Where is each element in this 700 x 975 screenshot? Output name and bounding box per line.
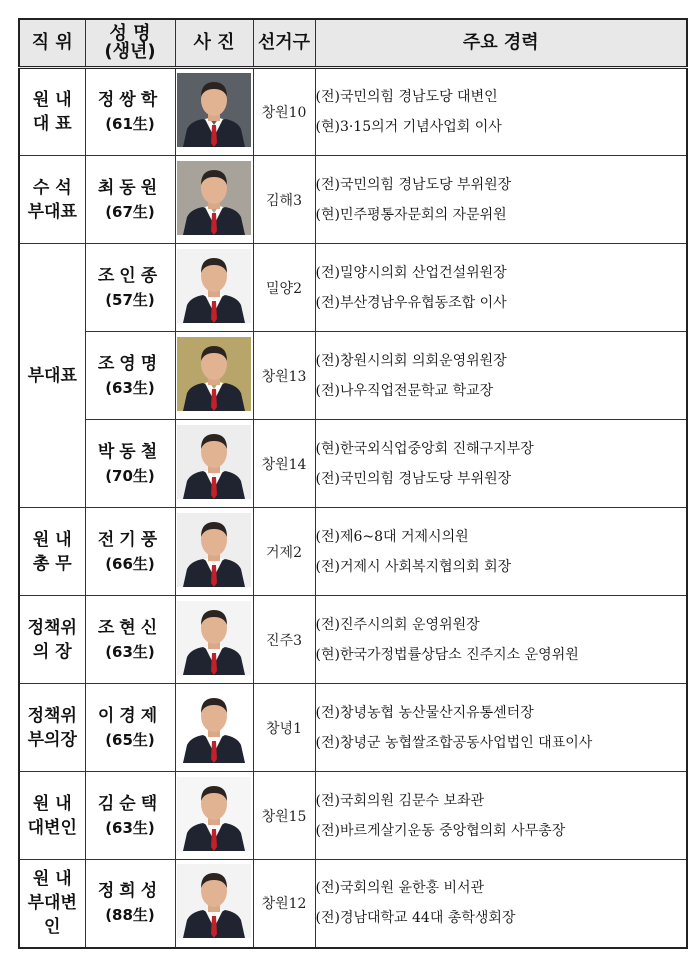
member-row — [19, 332, 687, 420]
member-photo — [177, 513, 251, 587]
member-photo — [177, 864, 251, 938]
name-cell — [85, 508, 175, 596]
district-cell: 김해3 — [253, 156, 315, 244]
career-item: (전)국민의힘 경남도당 부위원장 — [315, 470, 512, 487]
member-birth-year: (57生) — [105, 290, 155, 309]
member-birth-year: (63生) — [105, 378, 155, 397]
photo-cell — [175, 156, 253, 244]
member-row — [19, 156, 687, 244]
position-cell: 정책위 의 장 — [19, 596, 85, 684]
member-birth-year: (70生) — [105, 466, 155, 485]
name-cell — [85, 420, 175, 508]
member-photo — [177, 337, 251, 411]
career-cell — [315, 332, 687, 420]
career-item: (현)민주평통자문회의 자문위원 — [315, 206, 507, 223]
district-cell: 창원15 — [253, 772, 315, 860]
career-item: (현)한국외식업중앙회 진해구지부장 — [315, 440, 534, 457]
member-row — [19, 596, 687, 684]
member-birth-year: (65生) — [105, 730, 155, 749]
member-photo — [177, 425, 251, 499]
district-cell: 창원10 — [253, 68, 315, 156]
member-name: 김순택 — [97, 793, 163, 814]
name-cell — [85, 596, 175, 684]
career-cell — [315, 156, 687, 244]
career-item: (전)국회의원 김문수 보좌관 — [315, 792, 485, 809]
position-cell: 원 내 총 무 — [19, 508, 85, 596]
career-cell — [315, 68, 687, 156]
career-item: (전)바르게살기운동 중앙협의회 사무총장 — [315, 822, 566, 839]
district-cell: 진주3 — [253, 596, 315, 684]
career-item: (전)창녕농협 농산물산지유통센터장 — [315, 704, 534, 721]
roster-table — [18, 18, 688, 949]
member-name: 최동원 — [97, 177, 163, 198]
position-cell: 부대표 — [19, 244, 85, 508]
header-name-label: 성 명 — [109, 23, 151, 44]
header-photo: 사 진 — [175, 19, 253, 68]
career-item: (전)진주시의회 운영위원장 — [315, 616, 480, 633]
district-cell: 밀양2 — [253, 244, 315, 332]
position-cell: 정책위 부의장 — [19, 684, 85, 772]
career-item: (전)경남대학교 44대 총학생회장 — [315, 910, 516, 927]
header-district: 선거구 — [253, 19, 315, 68]
district-cell: 창녕1 — [253, 684, 315, 772]
photo-cell — [175, 332, 253, 420]
member-photo — [177, 777, 251, 851]
name-cell — [85, 332, 175, 420]
member-photo — [177, 601, 251, 675]
career-item: (전)국민의힘 경남도당 부위원장 — [315, 176, 512, 193]
career-cell — [315, 420, 687, 508]
career-cell — [315, 244, 687, 332]
member-birth-year: (67生) — [105, 202, 155, 221]
career-item: (전)창원시의회 의회운영위원장 — [315, 352, 507, 369]
header-career: 주요 경력 — [315, 19, 687, 68]
member-birth-year: (63生) — [105, 642, 155, 661]
career-item: (전)국회의원 윤한홍 비서관 — [315, 880, 485, 897]
photo-cell — [175, 244, 253, 332]
member-name: 이경제 — [97, 705, 163, 726]
career-item: (전)창녕군 농협쌀조합공동사업법인 대표이사 — [315, 734, 593, 751]
position-cell: 원 내 대 표 — [19, 68, 85, 156]
name-cell — [85, 860, 175, 948]
header-name — [85, 19, 175, 68]
photo-cell — [175, 772, 253, 860]
member-row — [19, 244, 687, 332]
member-birth-year: (88生) — [105, 906, 155, 925]
header-birth-label: (생년) — [104, 41, 156, 62]
member-row — [19, 420, 687, 508]
career-item: (현)한국가정법률상담소 진주지소 운영위원 — [315, 646, 579, 663]
position-cell: 원 내 부대변인 — [19, 860, 85, 948]
member-row — [19, 684, 687, 772]
member-name: 조인종 — [97, 265, 163, 286]
member-name: 조영명 — [97, 353, 163, 374]
member-name: 조현신 — [97, 617, 163, 638]
member-birth-year: (61生) — [105, 115, 155, 133]
name-cell — [85, 156, 175, 244]
career-cell — [315, 596, 687, 684]
name-cell — [85, 244, 175, 332]
member-birth-year: (63生) — [105, 818, 155, 837]
career-item: (현)3·15의거 기념사업회 이사 — [315, 119, 502, 135]
career-item: (전)제6~8대 거제시의원 — [315, 528, 469, 545]
position-cell: 원 내 대변인 — [19, 772, 85, 860]
photo-cell — [175, 860, 253, 948]
member-birth-year: (66生) — [105, 554, 155, 573]
career-item: (전)국민의힘 경남도당 대변인 — [315, 89, 498, 105]
name-cell — [85, 68, 175, 156]
member-photo — [177, 689, 251, 763]
member-row — [19, 860, 687, 948]
career-cell — [315, 772, 687, 860]
photo-cell — [175, 68, 253, 156]
header-position: 직 위 — [19, 19, 85, 68]
photo-cell — [175, 596, 253, 684]
member-photo — [177, 161, 251, 235]
name-cell — [85, 684, 175, 772]
member-photo — [177, 73, 251, 147]
district-cell: 창원14 — [253, 420, 315, 508]
member-row — [19, 508, 687, 596]
career-item: (전)밀양시의회 산업건설위원장 — [315, 264, 507, 281]
photo-cell — [175, 508, 253, 596]
member-photo — [177, 249, 251, 323]
name-cell — [85, 772, 175, 860]
member-name: 정쌍학 — [97, 90, 163, 110]
district-cell: 거제2 — [253, 508, 315, 596]
district-cell: 창원13 — [253, 332, 315, 420]
header-row — [19, 19, 687, 68]
position-cell: 수 석 부대표 — [19, 156, 85, 244]
member-name: 박동철 — [97, 441, 163, 462]
career-item: (전)부산경남우유협동조합 이사 — [315, 294, 507, 311]
photo-cell — [175, 420, 253, 508]
career-cell — [315, 508, 687, 596]
member-row — [19, 68, 687, 156]
member-row — [19, 772, 687, 860]
career-cell — [315, 684, 687, 772]
member-name: 정희성 — [97, 881, 163, 902]
member-name: 전기풍 — [97, 529, 163, 550]
photo-cell — [175, 684, 253, 772]
career-item: (전)나우직업전문학교 학교장 — [315, 382, 494, 399]
career-item: (전)거제시 사회복지협의회 회장 — [315, 558, 512, 575]
district-cell: 창원12 — [253, 860, 315, 948]
career-cell — [315, 860, 687, 948]
